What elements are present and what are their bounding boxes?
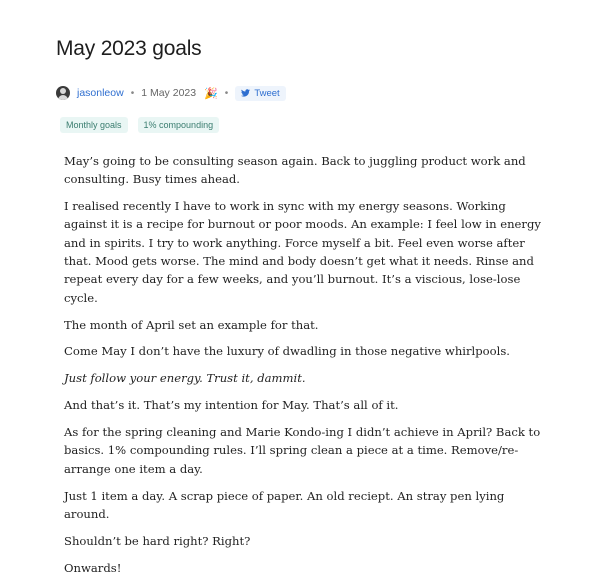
post-meta [56,83,286,103]
paragraph: The month of April set an example for that. [64,317,319,332]
paragraph: I realised recently I have to work in sync with my energy seasons. Working against it is a recipe for burnout or poor moods. An example: I feel low in energy and in spirits. I try to work anything. Force myself a bit. Feel even worse after that. Mood gets worse. The mind and body doesn’t get what it needs. Rinse and repeat every day for a few weeks, and you’ll burnout. It’s a viscious, lose-lose cycle. [64,199,541,305]
paragraph: Shouldn’t be hard right? Right? [64,533,251,548]
tweet-button[interactable] [235,86,285,101]
paragraph-emphasis: Just follow your energy. Trust it, dammit. [64,371,306,386]
paragraph: Onwards! [64,560,122,575]
separator-dot: • [130,87,135,99]
paragraph: May’s going to be consulting season again. Back to juggling product work and consulting. Busy times ahead. [64,154,526,187]
tweet-label: Tweet [254,87,280,99]
tag-list [60,117,219,133]
twitter-bird-icon [241,89,250,97]
paragraph: Come May I don’t have the luxury of dwadling in those negative whirlpools. [64,344,510,359]
post-body [64,152,550,586]
author-link[interactable]: jasonleow [77,87,124,99]
post-title: May 2023 goals [56,37,202,60]
separator-dot: • [224,87,229,99]
party-icon[interactable]: 🎉 [204,87,218,100]
paragraph: Just 1 item a day. A scrap piece of paper. An old reciept. An stray pen lying around. [64,488,505,521]
paragraph: And that’s it. That’s my intention for May. That’s all of it. [64,398,399,413]
avatar[interactable] [56,86,70,100]
paragraph: As for the spring cleaning and Marie Kondo-ing I didn’t achieve in April? Back to basics. 1% compounding rules. I’ll spring clean a piece at a time. Remove/re-arrange one item a day. [64,425,541,476]
tag-1-percent-compounding[interactable]: 1% compounding [138,117,220,133]
post-date: 1 May 2023 [141,87,197,99]
tag-monthly-goals[interactable]: Monthly goals [60,117,128,133]
